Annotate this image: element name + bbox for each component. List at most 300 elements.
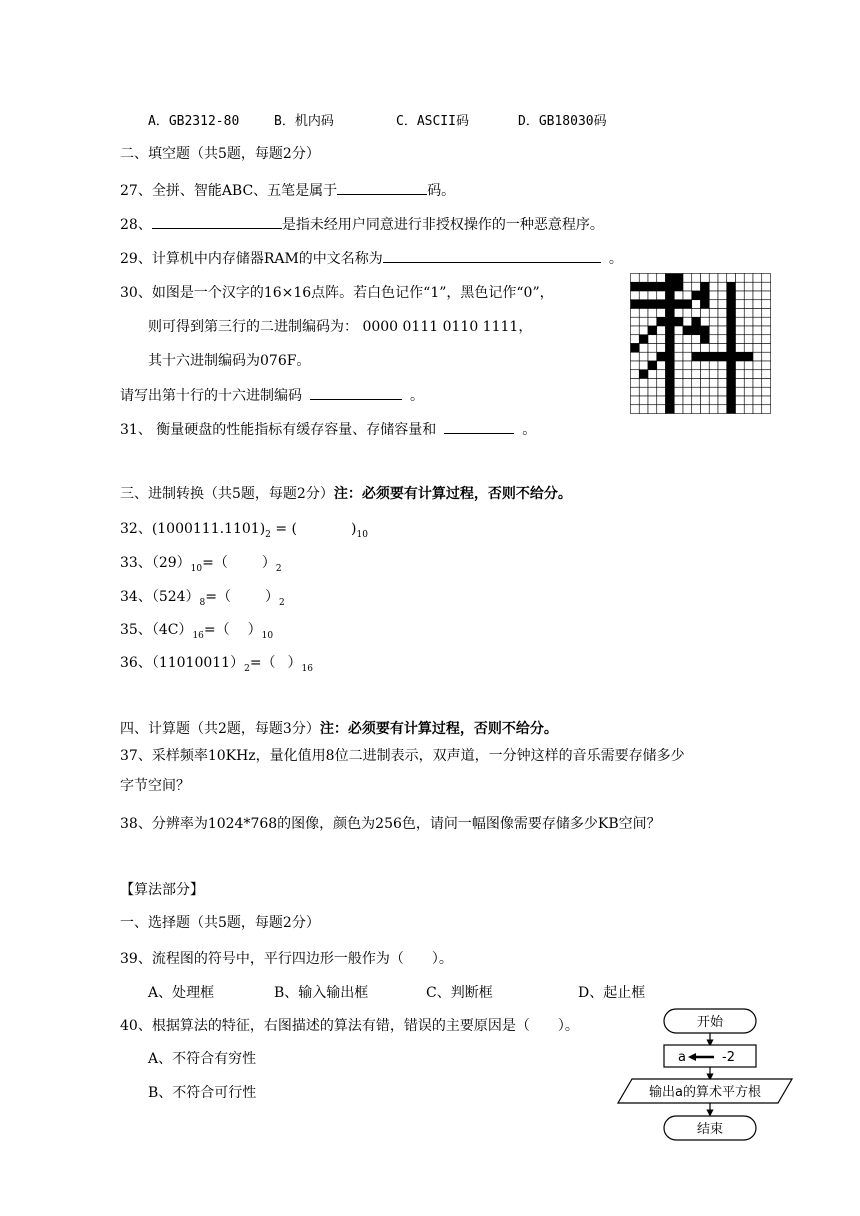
dot-black bbox=[701, 352, 710, 361]
dot-matrix-16x16 bbox=[630, 273, 771, 414]
flowchart-assign-value: -2 bbox=[722, 1050, 735, 1065]
dot-white bbox=[753, 282, 762, 291]
dot-white bbox=[718, 291, 727, 300]
dot-white bbox=[718, 282, 727, 291]
dot-black bbox=[666, 282, 675, 291]
dot-white bbox=[744, 387, 753, 396]
algo-title: 【算法部分】 bbox=[120, 882, 204, 898]
dot-white bbox=[709, 387, 718, 396]
dot-white bbox=[762, 370, 771, 379]
flowchart-end-label: 结束 bbox=[696, 1122, 724, 1137]
dot-black bbox=[666, 405, 675, 414]
dot-white bbox=[692, 387, 701, 396]
dot-black bbox=[701, 335, 710, 344]
dot-white bbox=[736, 291, 745, 300]
dot-white bbox=[674, 361, 683, 370]
dot-black bbox=[683, 300, 692, 309]
q34-sub-base: 8 bbox=[199, 598, 206, 608]
dot-white bbox=[701, 344, 710, 353]
dot-white bbox=[648, 379, 657, 388]
dot-white bbox=[709, 274, 718, 283]
q28-suffix: 是指未经用户同意进行非授权操作的一种恶意程序。 bbox=[281, 217, 604, 233]
q26-options bbox=[148, 112, 607, 132]
dot-white bbox=[762, 396, 771, 405]
dot-white bbox=[744, 291, 753, 300]
dot-white bbox=[674, 291, 683, 300]
dot-white bbox=[648, 370, 657, 379]
dot-white bbox=[674, 326, 683, 335]
dot-white bbox=[683, 282, 692, 291]
dot-white bbox=[657, 291, 666, 300]
q35-close: ） bbox=[247, 622, 262, 638]
dot-white bbox=[674, 405, 683, 414]
dot-black bbox=[666, 291, 675, 300]
q39: 39、流程图的符号中，平行四边形一般作为（ ）。 bbox=[120, 951, 453, 967]
flowchart-assign-var: a bbox=[678, 1050, 686, 1065]
dot-black bbox=[657, 352, 666, 361]
dot-black bbox=[727, 291, 736, 300]
dot-black bbox=[744, 352, 753, 361]
dot-black bbox=[692, 352, 701, 361]
dot-white bbox=[657, 396, 666, 405]
dot-white bbox=[648, 405, 657, 414]
dot-white bbox=[657, 344, 666, 353]
q38: 38、分辨率为1024*768的图像，颜色为256色，请问一幅图像需要存储多少KB空间？ bbox=[120, 816, 661, 832]
dot-white bbox=[692, 361, 701, 370]
dot-white bbox=[639, 352, 648, 361]
dot-white bbox=[639, 361, 648, 370]
q30-line1: 30、如图是一个汉字的16×16点阵。若白色记作“1”，黑色记作“0”， bbox=[120, 285, 554, 301]
dot-white bbox=[718, 309, 727, 318]
dot-white bbox=[744, 370, 753, 379]
q39-options bbox=[148, 983, 645, 1003]
dot-white bbox=[657, 274, 666, 283]
dot-white bbox=[674, 387, 683, 396]
q32-mid: = ( bbox=[270, 521, 297, 537]
q32 bbox=[120, 519, 368, 545]
dot-black bbox=[666, 361, 675, 370]
dot-white bbox=[631, 387, 640, 396]
dot-white bbox=[753, 387, 762, 396]
dot-white bbox=[639, 326, 648, 335]
dot-white bbox=[753, 291, 762, 300]
dot-white bbox=[639, 291, 648, 300]
dot-white bbox=[762, 317, 771, 326]
q36-sub-target: 16 bbox=[301, 664, 313, 674]
dot-white bbox=[709, 344, 718, 353]
q33-mid: =（ bbox=[202, 555, 228, 571]
section3-note: 注：必须要有计算过程，否则不给分。 bbox=[333, 486, 572, 502]
dot-white bbox=[648, 396, 657, 405]
dot-white bbox=[736, 361, 745, 370]
dot-white bbox=[701, 379, 710, 388]
dot-white bbox=[657, 335, 666, 344]
dot-white bbox=[709, 317, 718, 326]
dot-black bbox=[648, 282, 657, 291]
dot-black bbox=[727, 335, 736, 344]
dot-white bbox=[639, 317, 648, 326]
dot-black bbox=[648, 361, 657, 370]
dot-white bbox=[692, 274, 701, 283]
dot-white bbox=[674, 344, 683, 353]
dot-white bbox=[762, 282, 771, 291]
q30-line4 bbox=[120, 385, 424, 406]
dot-white bbox=[718, 335, 727, 344]
q36-text: 36、（11010011） bbox=[120, 655, 245, 671]
dot-white bbox=[753, 335, 762, 344]
dot-white bbox=[683, 344, 692, 353]
dot-black bbox=[701, 291, 710, 300]
q36-mid: =（ bbox=[249, 655, 276, 671]
q37-line2: 字节空间？ bbox=[120, 778, 190, 794]
dot-white bbox=[744, 300, 753, 309]
q32-sub-base: 2 bbox=[265, 530, 271, 540]
q30-line3: 其十六进制编码为076F。 bbox=[148, 353, 311, 369]
dot-white bbox=[648, 309, 657, 318]
dot-white bbox=[736, 300, 745, 309]
dot-black bbox=[674, 282, 683, 291]
q37-line1: 37、采样频率10KHz，量化值用8位二进制表示，双声道，一分钟这样的音乐需要存储多少 bbox=[120, 748, 685, 764]
dot-black bbox=[639, 282, 648, 291]
dot-white bbox=[736, 344, 745, 353]
dot-black bbox=[727, 309, 736, 318]
dot-white bbox=[683, 396, 692, 405]
dot-white bbox=[744, 344, 753, 353]
dot-white bbox=[762, 361, 771, 370]
dot-white bbox=[744, 335, 753, 344]
q35-sub-target: 10 bbox=[261, 631, 274, 641]
q26-option-b: B．机内码 bbox=[274, 114, 334, 129]
dot-black bbox=[666, 387, 675, 396]
q26-option-d: D．GB18030码 bbox=[518, 114, 607, 129]
q39-option-a: A、处理框 bbox=[148, 985, 215, 1001]
q26-option-c: C．ASCII码 bbox=[396, 114, 469, 129]
dot-white bbox=[736, 387, 745, 396]
q39-option-c: C、判断框 bbox=[426, 985, 493, 1001]
dot-white bbox=[753, 300, 762, 309]
dot-black bbox=[727, 405, 736, 414]
dot-white bbox=[674, 396, 683, 405]
section4-note: 注：必须要有计算过程，否则不给分。 bbox=[319, 721, 558, 737]
dot-black bbox=[639, 300, 648, 309]
q31 bbox=[120, 419, 536, 440]
q35-sub-base: 16 bbox=[192, 631, 204, 641]
q32-sub-target: 10 bbox=[356, 530, 368, 540]
dot-white bbox=[727, 274, 736, 283]
dot-white bbox=[648, 335, 657, 344]
q27-suffix: 码。 bbox=[427, 183, 456, 199]
dot-white bbox=[744, 379, 753, 388]
dot-black bbox=[692, 291, 701, 300]
dot-white bbox=[709, 361, 718, 370]
dot-white bbox=[631, 405, 640, 414]
q28-blank[interactable] bbox=[152, 214, 282, 229]
dot-white bbox=[674, 335, 683, 344]
section4-title: 四、计算题（共2题，每题3分） bbox=[120, 721, 320, 737]
dot-white bbox=[762, 379, 771, 388]
dot-white bbox=[692, 309, 701, 318]
dot-white bbox=[648, 387, 657, 396]
dot-white bbox=[744, 309, 753, 318]
dot-white bbox=[709, 291, 718, 300]
section3-title: 三、进制转换（共5题，每题2分） bbox=[120, 486, 334, 502]
dot-white bbox=[744, 396, 753, 405]
dot-black bbox=[666, 326, 675, 335]
dot-white bbox=[683, 274, 692, 283]
dot-white bbox=[648, 291, 657, 300]
dot-white bbox=[648, 274, 657, 283]
dot-white bbox=[709, 379, 718, 388]
q33 bbox=[120, 553, 282, 579]
dot-white bbox=[701, 309, 710, 318]
dot-white bbox=[709, 405, 718, 414]
q30-line4-suffix: 。 bbox=[410, 388, 424, 404]
dot-white bbox=[709, 300, 718, 309]
dot-white bbox=[631, 291, 640, 300]
dot-black bbox=[701, 282, 710, 291]
dot-white bbox=[744, 361, 753, 370]
dot-white bbox=[692, 282, 701, 291]
dot-black bbox=[718, 352, 727, 361]
dot-white bbox=[736, 370, 745, 379]
dot-black bbox=[727, 300, 736, 309]
dot-black bbox=[666, 344, 675, 353]
q40-option-b: B、不符合可行性 bbox=[148, 1085, 257, 1101]
dot-white bbox=[648, 317, 657, 326]
dot-white bbox=[701, 274, 710, 283]
dot-white bbox=[753, 405, 762, 414]
dot-white bbox=[639, 379, 648, 388]
dot-black bbox=[648, 300, 657, 309]
dot-black bbox=[692, 317, 701, 326]
dot-black bbox=[666, 274, 675, 283]
dot-white bbox=[753, 370, 762, 379]
dot-black bbox=[727, 379, 736, 388]
dot-white bbox=[657, 326, 666, 335]
flowchart bbox=[612, 1006, 796, 1148]
dot-white bbox=[762, 309, 771, 318]
q33-sub-target: 2 bbox=[275, 564, 282, 574]
dot-white bbox=[736, 335, 745, 344]
dot-white bbox=[631, 309, 640, 318]
dot-black bbox=[701, 326, 710, 335]
q27-prefix: 27、全拼、智能ABC、五笔是属于 bbox=[120, 183, 338, 199]
dot-white bbox=[753, 344, 762, 353]
dot-white bbox=[701, 396, 710, 405]
dot-white bbox=[744, 326, 753, 335]
dot-black bbox=[692, 326, 701, 335]
q26-option-a: A．GB2312-80 bbox=[148, 114, 240, 129]
dot-black bbox=[727, 370, 736, 379]
dot-white bbox=[683, 335, 692, 344]
dot-white bbox=[683, 405, 692, 414]
dot-black bbox=[727, 396, 736, 405]
dot-white bbox=[674, 309, 683, 318]
dot-white bbox=[762, 344, 771, 353]
q36-sub-base: 2 bbox=[244, 664, 250, 674]
dot-white bbox=[631, 396, 640, 405]
dot-black bbox=[666, 309, 675, 318]
q29 bbox=[120, 248, 623, 269]
q31-prefix: 31、 衡量硬盘的性能指标有缓存容量、存储容量和 bbox=[120, 422, 437, 438]
flowchart-start-label: 开始 bbox=[696, 1015, 724, 1030]
dot-white bbox=[736, 282, 745, 291]
dot-white bbox=[762, 405, 771, 414]
dot-white bbox=[683, 352, 692, 361]
dot-white bbox=[674, 379, 683, 388]
dot-black bbox=[674, 300, 683, 309]
dot-white bbox=[753, 317, 762, 326]
flowchart-output-label: 输出a的算术平方根 bbox=[649, 1085, 761, 1100]
dot-white bbox=[639, 387, 648, 396]
dot-white bbox=[639, 396, 648, 405]
dot-white bbox=[692, 370, 701, 379]
dot-white bbox=[701, 405, 710, 414]
dot-white bbox=[753, 326, 762, 335]
dot-white bbox=[657, 361, 666, 370]
dot-white bbox=[736, 274, 745, 283]
dot-black bbox=[639, 370, 648, 379]
dot-white bbox=[683, 291, 692, 300]
dot-white bbox=[639, 405, 648, 414]
section3-heading bbox=[120, 484, 572, 504]
dot-white bbox=[718, 317, 727, 326]
q39-option-b: B、输入输出框 bbox=[274, 985, 369, 1001]
dot-black bbox=[727, 344, 736, 353]
q30-line4-prefix: 请写出第十行的十六进制编码 bbox=[120, 388, 302, 404]
dot-white bbox=[701, 370, 710, 379]
dot-white bbox=[736, 396, 745, 405]
dot-white bbox=[753, 379, 762, 388]
dot-black bbox=[666, 352, 675, 361]
dot-white bbox=[631, 317, 640, 326]
dot-white bbox=[639, 274, 648, 283]
q35-text: 35、（4C） bbox=[120, 622, 193, 638]
dot-black bbox=[674, 317, 683, 326]
dot-black bbox=[727, 317, 736, 326]
dot-white bbox=[762, 274, 771, 283]
dot-white bbox=[631, 370, 640, 379]
dot-black bbox=[631, 300, 640, 309]
dot-white bbox=[657, 405, 666, 414]
q29-blank[interactable] bbox=[383, 248, 601, 263]
dot-black bbox=[666, 396, 675, 405]
dot-black bbox=[683, 326, 692, 335]
dot-white bbox=[692, 396, 701, 405]
dot-black bbox=[727, 387, 736, 396]
dot-black bbox=[631, 282, 640, 291]
q33-close: ） bbox=[261, 555, 276, 571]
dot-white bbox=[736, 379, 745, 388]
dot-black bbox=[666, 335, 675, 344]
q32-text: 32、(1000111.1101) bbox=[120, 521, 266, 537]
dot-white bbox=[762, 352, 771, 361]
dot-white bbox=[657, 370, 666, 379]
dot-white bbox=[753, 361, 762, 370]
dot-white bbox=[709, 335, 718, 344]
dot-white bbox=[718, 326, 727, 335]
q36-close: ） bbox=[287, 655, 302, 671]
dot-black bbox=[709, 352, 718, 361]
dot-white bbox=[692, 335, 701, 344]
dot-white bbox=[709, 309, 718, 318]
q40-option-a: A、不符合有穷性 bbox=[148, 1051, 257, 1067]
q31-blank[interactable] bbox=[444, 419, 514, 434]
dot-white bbox=[648, 352, 657, 361]
dot-white bbox=[762, 291, 771, 300]
q27-blank[interactable] bbox=[337, 180, 427, 195]
dot-white bbox=[674, 370, 683, 379]
q32-close: ) bbox=[351, 521, 357, 537]
dot-black bbox=[666, 317, 675, 326]
dot-black bbox=[727, 361, 736, 370]
dot-white bbox=[718, 396, 727, 405]
dot-white bbox=[683, 379, 692, 388]
dot-black bbox=[657, 282, 666, 291]
dot-white bbox=[701, 387, 710, 396]
dot-black bbox=[631, 344, 640, 353]
q34-mid: =（ bbox=[205, 589, 232, 605]
dot-white bbox=[762, 335, 771, 344]
dot-white bbox=[639, 344, 648, 353]
dot-black bbox=[727, 282, 736, 291]
dot-white bbox=[631, 379, 640, 388]
dot-white bbox=[744, 405, 753, 414]
dot-white bbox=[718, 361, 727, 370]
dot-black bbox=[674, 274, 683, 283]
dot-white bbox=[692, 405, 701, 414]
dot-white bbox=[674, 352, 683, 361]
dot-white bbox=[692, 300, 701, 309]
q35-mid: =（ bbox=[203, 622, 230, 638]
q29-prefix: 29、计算机中内存储器RAM的中文名称为 bbox=[120, 251, 383, 267]
q30-blank[interactable] bbox=[310, 385, 402, 400]
q29-suffix: 。 bbox=[608, 251, 623, 267]
q30-line2: 则可得到第三行的二进制编码为： 0000 0111 0110 1111， bbox=[148, 319, 533, 335]
dot-white bbox=[683, 370, 692, 379]
dot-white bbox=[753, 274, 762, 283]
dot-white bbox=[736, 309, 745, 318]
dot-black bbox=[657, 300, 666, 309]
dot-white bbox=[762, 387, 771, 396]
dot-white bbox=[736, 405, 745, 414]
q33-sub-base: 10 bbox=[190, 564, 203, 574]
dot-white bbox=[718, 379, 727, 388]
dot-white bbox=[753, 309, 762, 318]
dot-black bbox=[648, 326, 657, 335]
dot-white bbox=[718, 405, 727, 414]
dot-white bbox=[753, 352, 762, 361]
dot-white bbox=[744, 317, 753, 326]
dot-white bbox=[692, 344, 701, 353]
dot-black bbox=[727, 352, 736, 361]
q27 bbox=[120, 180, 455, 201]
dot-white bbox=[718, 387, 727, 396]
dot-white bbox=[692, 379, 701, 388]
q31-suffix: 。 bbox=[522, 422, 537, 438]
q34-sub-target: 2 bbox=[279, 598, 285, 608]
dot-white bbox=[683, 317, 692, 326]
algo-section1-title: 一、选择题（共5题，每题2分） bbox=[120, 915, 320, 931]
dot-black bbox=[639, 335, 648, 344]
section2-title: 二、填空题（共5题，每题2分） bbox=[120, 146, 320, 162]
dot-black bbox=[736, 352, 745, 361]
dot-white bbox=[762, 300, 771, 309]
q33-text: 33、（29） bbox=[120, 555, 191, 571]
dot-white bbox=[718, 300, 727, 309]
q34 bbox=[120, 587, 285, 613]
dot-white bbox=[657, 309, 666, 318]
